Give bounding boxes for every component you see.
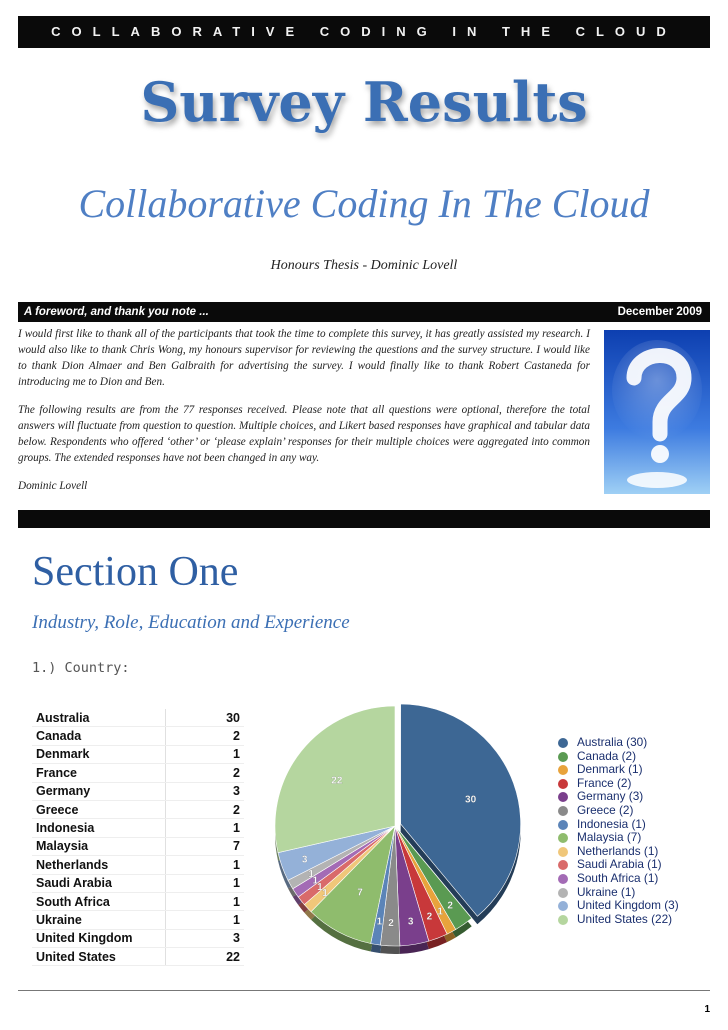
country-count: 2	[166, 764, 245, 782]
country-count: 30	[166, 709, 245, 727]
legend-label: Saudi Arabia (1)	[577, 857, 662, 872]
country-name: Greece	[32, 800, 166, 818]
table-row	[32, 911, 244, 929]
table-row	[32, 948, 244, 966]
legend-swatch	[558, 888, 568, 898]
foreword-label: A foreword, and thank you note ...	[24, 306, 209, 318]
country-name: Saudi Arabia	[32, 874, 166, 892]
legend-swatch	[558, 779, 568, 789]
foreword-paragraph-2: The following results are from the 77 responses received. Please note that all questions were optional, therefore the total answers will fluctuate from question to question. Multiple choices, and Likert based responses have graphical and tabular data below. Respondents who offered ‘other’ or ‘please explain’ responses for their multiple choices were aggregated into common groups. The extended responses have not been changed in any way.	[18, 404, 590, 464]
legend-swatch	[558, 820, 568, 830]
table-row	[32, 800, 244, 818]
country-name: Ukraine	[32, 911, 166, 929]
legend-label: Indonesia (1)	[577, 816, 646, 831]
country-count: 1	[166, 745, 245, 763]
foreword-bar	[18, 302, 710, 322]
legend-label: South Africa (1)	[577, 870, 659, 885]
legend-swatch	[558, 738, 568, 748]
legend-swatch	[558, 806, 568, 816]
table-row	[32, 745, 244, 763]
country-name: Australia	[32, 709, 166, 727]
thesis-line: Honours Thesis - Dominic Lovell	[270, 258, 458, 273]
table-row	[32, 727, 244, 745]
pie-value-label: 2	[426, 911, 433, 923]
legend-label: Malaysia (7)	[577, 830, 642, 845]
table-row	[32, 819, 244, 837]
pie-value-label: 1	[312, 875, 319, 887]
table-row	[32, 709, 244, 727]
legend-swatch	[558, 915, 568, 925]
country-count: 1	[166, 819, 245, 837]
pie-value-label: 1	[308, 868, 314, 880]
country-name: Germany	[32, 782, 166, 800]
foreword-signature: Dominic Lovell	[18, 480, 88, 492]
country-name: United States	[32, 948, 166, 966]
legend-label: France (2)	[577, 775, 632, 790]
header-banner: COLLABORATIVE CODING IN THE CLOUD	[18, 16, 710, 48]
table-row	[32, 892, 244, 910]
divider-bar	[18, 510, 710, 528]
pie-value-label: 3	[301, 854, 308, 866]
table-row	[32, 837, 244, 855]
footer-rule	[18, 990, 710, 991]
legend-label: Greece (2)	[577, 802, 634, 817]
table-row	[32, 782, 244, 800]
legend-swatch	[558, 752, 568, 762]
table-row	[32, 856, 244, 874]
page-number: 1	[704, 1004, 710, 1015]
pie-value-label: 2	[447, 900, 453, 912]
pie-value-label: 1	[437, 906, 443, 918]
cloud-question-illustration	[604, 330, 710, 494]
pie-value-label: 2	[388, 917, 394, 929]
pie-value-label: 22	[331, 775, 343, 787]
question-label: 1.) Country:	[32, 660, 130, 676]
pie-value-label: 1	[322, 887, 328, 899]
legend-label: Australia (30)	[577, 735, 648, 749]
pie-value-label: 1	[317, 881, 323, 893]
legend-swatch	[558, 874, 568, 884]
question-mark-cloud-image	[604, 330, 710, 494]
country-count: 1	[166, 874, 245, 892]
table-row	[32, 764, 244, 782]
table-row	[32, 874, 244, 892]
legend-swatch	[558, 847, 568, 857]
country-count: 1	[166, 911, 245, 929]
country-count: 1	[166, 856, 245, 874]
legend-label: Germany (3)	[577, 789, 644, 804]
section-subtitle: Industry, Role, Education and Experience	[32, 612, 350, 633]
legend-label: United States (22)	[577, 911, 673, 926]
foreword-paragraph-1: I would first like to thank all of the participants that took the time to complete this survey, it has greatly assisted my research. I would also like to thank Chris Wong, my honours supervisor for reviewing the questions and the survey structure. I would like to thank Dion Almaer and Ben Galbraith for advertising the survey. I would finally like to thank Robert Castaneda for introducing me to Dion and Ben.	[18, 328, 590, 388]
section-title: Section One	[32, 549, 239, 595]
country-name: Netherlands	[32, 856, 166, 874]
country-name: France	[32, 764, 166, 782]
country-count: 3	[166, 782, 245, 800]
country-name: Canada	[32, 727, 166, 745]
page-subtitle: Collaborative Coding In The Cloud	[78, 181, 650, 226]
country-count: 2	[166, 800, 245, 818]
country-count: 3	[166, 929, 245, 947]
country-name: Indonesia	[32, 819, 166, 837]
pie-value-label: 30	[465, 794, 477, 806]
country-name: Denmark	[32, 745, 166, 763]
pie-value-label: 1	[376, 916, 383, 928]
legend-label: Netherlands (1)	[577, 843, 659, 858]
country-name: United Kingdom	[32, 929, 166, 947]
country-name: Malaysia	[32, 837, 166, 855]
legend-label: United Kingdom (3)	[577, 898, 679, 913]
legend-label: Denmark (1)	[577, 762, 643, 777]
foreword-text	[18, 326, 590, 506]
foreword-date: December 2009	[617, 306, 702, 318]
country-count: 7	[166, 837, 245, 855]
pie-value-label: 7	[357, 887, 363, 899]
country-table	[32, 709, 244, 966]
legend-label: Canada (2)	[577, 748, 637, 763]
pie-value-label: 3	[407, 916, 414, 928]
table-row	[32, 929, 244, 947]
page-title: Survey Results	[140, 70, 588, 134]
country-count: 1	[166, 892, 245, 910]
country-count: 2	[166, 727, 245, 745]
legend-label: Ukraine (1)	[577, 884, 636, 899]
country-count: 22	[166, 948, 245, 966]
country-name: South Africa	[32, 892, 166, 910]
